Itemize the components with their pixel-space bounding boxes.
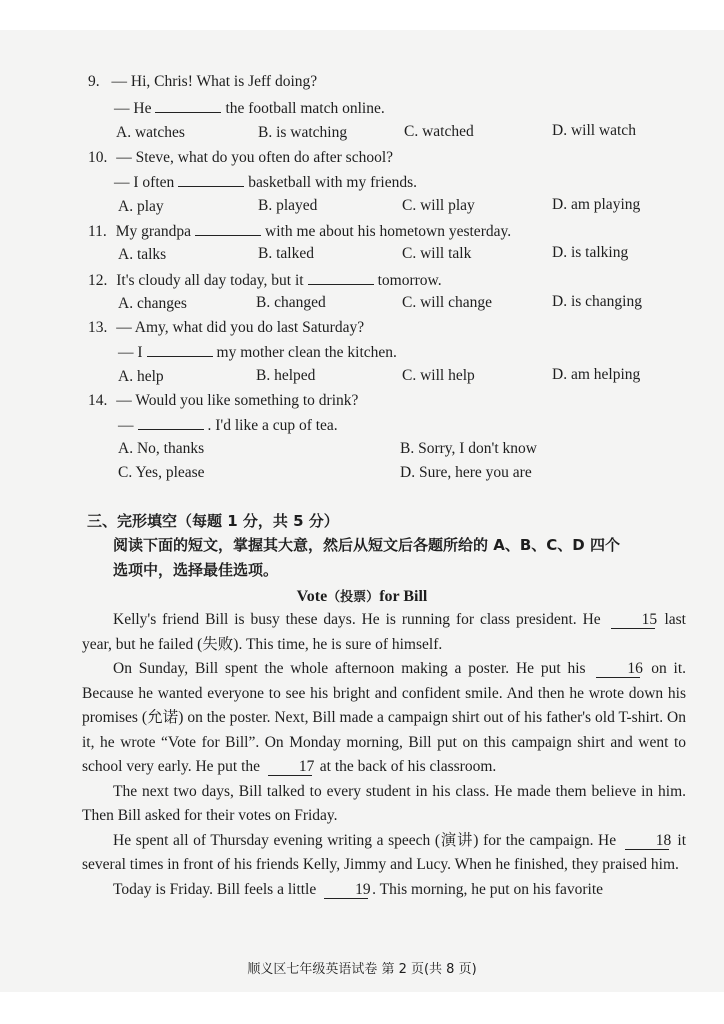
title-cjk: （投票） [327,590,380,605]
title-text-post: for Bill [379,588,428,605]
option-d: D. am playing [552,196,641,213]
question-14-prompt [88,391,358,411]
option-d: D. am helping [552,366,641,383]
question-text: — Would you like something to drink? [116,392,359,409]
text-pre: My grandpa [115,223,192,240]
question-text: — Amy, what did you do last Saturday? [116,319,365,336]
option-a: A. play [118,198,164,215]
page-footer: 顺义区七年级英语试卷 第 2 页(共 8 页) [247,962,477,977]
question-number: 13. [88,319,108,336]
title-text: Vote [296,588,328,605]
question-number: 9. [88,73,100,90]
text-pre: — He [114,100,152,117]
question-12-blank-line [88,270,442,291]
question-number: 14. [88,392,108,409]
question-9-prompt [88,72,317,92]
section-heading: 三、完形填空（每题 1 分，共 5 分） [87,512,339,530]
text: on it. Because he wanted everyone to see his bright and confident smile. And then he wrote down his promises (允诺) on the poster. Next, Bill made a campaign shirt out of his father's old T-shirt. On it, he wrote “Vote for Bill”. On Monday morning, Bill put on this campaign shirt and went to school very early. He put the [82,660,687,775]
question-number: 11. [88,223,107,240]
option-c: C. will talk [402,245,472,262]
paragraph-4 [82,829,686,878]
text: Today is Friday. Bill feels a little [113,880,317,898]
answer-blank [147,342,213,357]
text: Kelly's friend Bill is busy these days. He is running for class president. He [113,611,601,628]
text-post: tomorrow. [377,272,442,289]
option-d: D. is changing [552,293,642,310]
text-post: with me about his hometown yesterday. [265,223,512,240]
option-b: B. helped [256,367,316,384]
blank-19: 19 [324,882,368,899]
paragraph-3: The next two days, Bill talked to every student in his class. He made them believe in him. Then Bill asked for their votes on Friday. [82,782,686,824]
text: On Sunday, Bill spent the whole afternoon making a poster. He put his [113,660,586,677]
option-c: C. will change [402,294,492,311]
question-9-blank-line [114,98,385,119]
option-a: A. help [118,368,164,385]
question-10-prompt [88,148,393,168]
question-text: — Hi, Chris! What is Jeff doing? [111,73,318,90]
option-b: B. Sorry, I don't know [400,440,537,457]
question-11-blank-line [88,221,511,242]
question-13-blank-line [118,342,397,363]
text: at the back of his classroom. [319,758,497,775]
option-b: B. talked [258,245,314,262]
answer-blank [138,415,204,430]
paragraph-1 [82,608,686,657]
cloze-passage [82,608,686,902]
text: He spent all of Thursday evening writing a speech (演讲) for the campaign. He [113,831,617,849]
text-pre: It's cloudy all day today, but it [116,272,304,289]
option-d: D. will watch [552,122,636,139]
question-number: 10. [88,149,108,166]
text: last year, but he failed (失败). This time, he is sure of himself. [82,611,686,653]
option-a: A. talks [118,246,167,263]
text-pre: — [118,417,134,434]
option-b: B. is watching [258,124,348,141]
option-d: D. Sure, here you are [400,464,532,481]
option-a: A. watches [116,124,185,141]
question-14-blank-line [118,415,338,436]
text-post: my mother clean the kitchen. [216,344,397,361]
answer-blank [308,270,374,285]
blank-16: 16 [596,661,640,678]
option-d: D. is talking [552,244,629,261]
text-post: the football match online. [225,100,385,117]
option-a: A. No, thanks [118,440,205,457]
answer-blank [195,221,261,236]
question-number: 12. [88,272,108,289]
question-text: — Steve, what do you often do after school? [116,149,394,166]
option-b: B. played [258,197,318,214]
answer-blank [178,172,244,187]
option-c: C. watched [404,123,474,140]
text-post: . I'd like a cup of tea. [207,417,338,434]
text-pre: — I [118,344,143,361]
paragraph-5 [82,878,686,903]
option-c: C. Yes, please [118,464,205,481]
option-a: A. changes [118,295,187,312]
option-c: C. will help [402,367,475,384]
option-c: C. will play [402,197,475,214]
text: it several times in front of his friends Kelly, Jimmy and Lucy. When he finished, they praised him. [82,831,687,873]
question-10-blank-line [114,172,417,193]
blank-15: 15 [611,612,655,629]
answer-blank [155,98,221,113]
text: . This morning, he put on his favorite [372,880,604,898]
section-instruction-cont: 选项中，选择最佳选项。 [113,561,279,579]
passage-title [0,586,724,606]
question-13-prompt [88,318,364,338]
option-b: B. changed [256,294,326,311]
text-post: basketball with my friends. [248,174,418,191]
blank-18: 18 [625,833,669,850]
blank-17: 17 [268,759,312,776]
paragraph-2 [82,657,686,780]
text-pre: — I often [114,174,175,191]
section-instruction: 阅读下面的短文，掌握其大意，然后从短文后各题所给的 A、B、C、D 四个 [113,536,620,554]
